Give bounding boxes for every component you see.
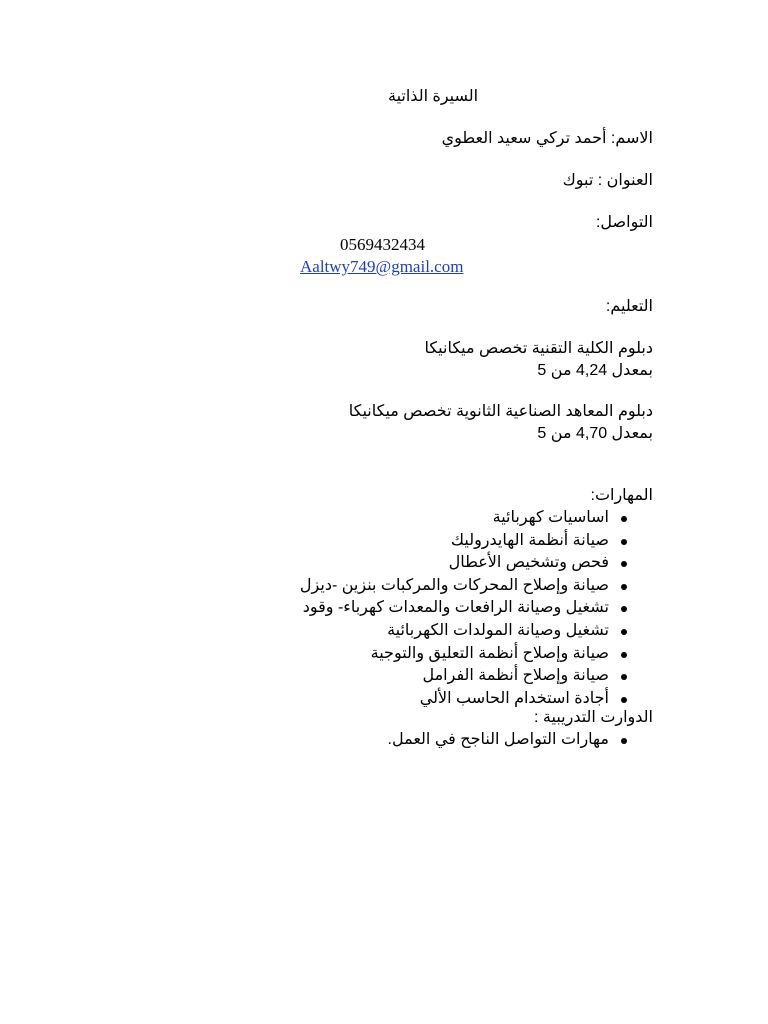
bullet-icon [621, 629, 627, 635]
list-item [300, 597, 653, 620]
list-item [388, 729, 653, 752]
list-item [300, 575, 653, 598]
education-degree-2: دبلوم المعاهد الصناعية الثانوية تخصص ميكانيكا [348, 403, 653, 420]
list-item [300, 665, 653, 688]
skill-text: صيانة وإصلاح أنظمة التعليق والتوجية [370, 644, 609, 662]
list-item [300, 620, 653, 643]
bullet-icon [621, 584, 627, 590]
skill-text: تشغيل وصيانة المولدات الكهربائية [387, 621, 609, 639]
bullet-icon [621, 561, 627, 567]
skills-label: المهارات: [590, 487, 653, 504]
skill-text: فحص وتشخيص الأعطال [448, 554, 609, 572]
skill-text: اساسيات كهربائية [492, 509, 609, 526]
education-gpa-1: بمعدل 4,24 من 5 [537, 362, 653, 379]
email-link[interactable]: Aaltwy749@gmail.com [300, 257, 464, 276]
bullet-icon [621, 697, 627, 703]
bullet-icon [621, 516, 627, 522]
bullet-icon [621, 674, 627, 680]
bullet-icon [621, 652, 627, 658]
bullet-icon [621, 539, 627, 545]
education-degree-1: دبلوم الكلية التقنية تخصص ميكانيكا [424, 340, 653, 357]
education-label: التعليم: [605, 298, 653, 315]
list-item [300, 530, 653, 553]
skill-text: صيانة وإصلاح المحركات والمركبات بنزين -ديزل [299, 576, 609, 594]
skills-list [300, 507, 653, 710]
skill-text: صيانة أنظمة الهايدروليك [450, 531, 609, 549]
skill-text: تشغيل وصيانة الرافعات والمعدات كهرباء- وقود [302, 599, 609, 617]
address-line: العنوان : تبوك [562, 172, 653, 189]
contact-label: التواصل: [595, 214, 653, 231]
name-line: الاسم: أحمد تركي سعيد العطوي [441, 130, 653, 147]
courses-label: الدوارت التدريبية : [534, 709, 653, 726]
courses-list [388, 729, 653, 752]
skill-text: صيانة وإصلاح أنظمة الفرامل [422, 667, 609, 685]
document-title: السيرة الذاتية [388, 88, 479, 105]
list-item [300, 643, 653, 666]
course-text: مهارات التواصل الناجح في العمل. [387, 731, 609, 748]
list-item [300, 552, 653, 575]
bullet-icon [621, 606, 627, 612]
list-item [300, 507, 653, 530]
skill-text: أجادة استخدام الحاسب الألي [419, 689, 609, 707]
bullet-icon [621, 738, 627, 744]
education-gpa-2: بمعدل 4,70 من 5 [537, 425, 653, 442]
phone-number: 0569432434 [340, 235, 425, 254]
